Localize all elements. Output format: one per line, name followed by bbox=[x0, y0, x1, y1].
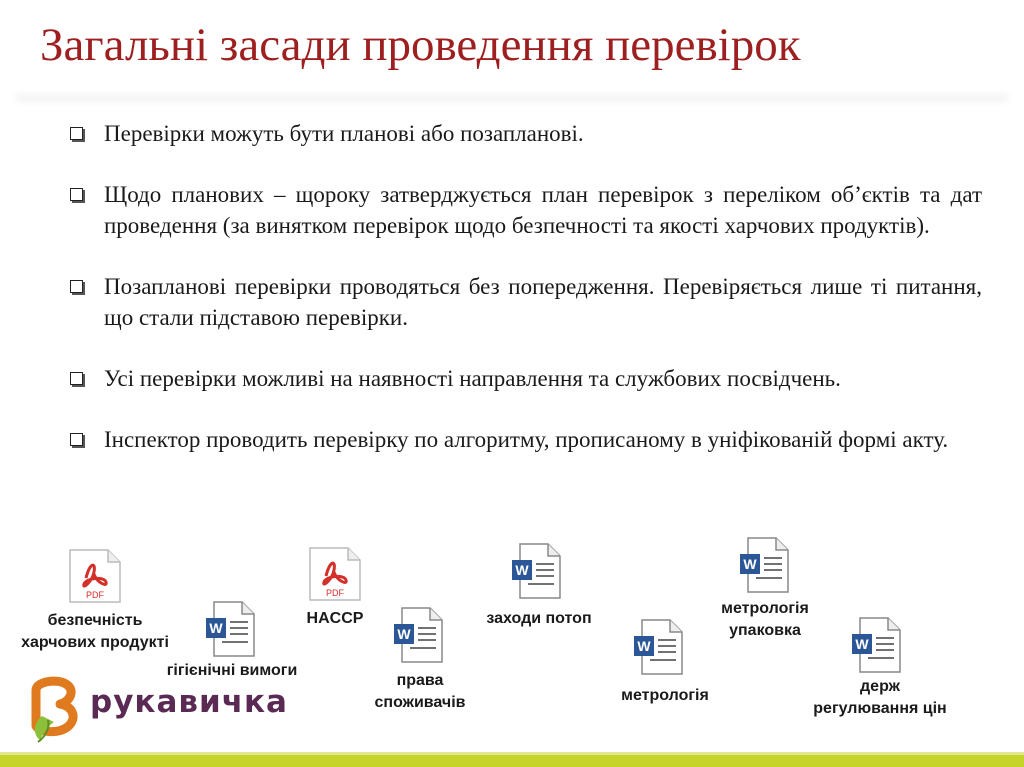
file-label-food-safety[interactable]: безпечність харчових продукті bbox=[21, 612, 169, 651]
file-label-consumer-rights[interactable]: права споживачів bbox=[374, 672, 466, 711]
word-file-icon[interactable] bbox=[850, 616, 904, 679]
bullet-item bbox=[70, 271, 982, 333]
file-label-measures[interactable]: заходи потоп bbox=[486, 610, 592, 627]
word-file-icon[interactable] bbox=[510, 542, 564, 605]
checkbox-bullet-icon bbox=[70, 188, 83, 201]
pdf-file-icon[interactable] bbox=[304, 546, 366, 607]
word-file-icon[interactable] bbox=[392, 606, 446, 669]
svg-text:W: W bbox=[209, 620, 223, 636]
checkbox-bullet-icon bbox=[70, 280, 83, 293]
bullet-text: Інспектор проводить перевірку по алгоритму, прописаному в уніфікованій формі акту. bbox=[104, 427, 949, 452]
word-file-icon[interactable] bbox=[632, 618, 686, 681]
bullet-item bbox=[70, 179, 982, 241]
bullet-text: Позапланові перевірки проводяться без попередження. Перевіряється лише ті питання, що стали підставою перевірки. bbox=[104, 274, 982, 330]
bullet-item bbox=[70, 363, 982, 394]
bullet-item bbox=[70, 118, 982, 149]
svg-text:W: W bbox=[515, 562, 529, 578]
svg-text:W: W bbox=[855, 636, 869, 652]
leaf-b-logo-icon bbox=[26, 676, 88, 746]
svg-text:W: W bbox=[397, 626, 411, 642]
checkbox-bullet-icon bbox=[70, 127, 83, 140]
footer-band bbox=[0, 755, 1024, 767]
brand-logo bbox=[26, 676, 286, 746]
svg-text:PDF: PDF bbox=[326, 588, 344, 598]
bullet-text: Усі перевірки можливі на наявності направлення та службових посвідчень. bbox=[104, 366, 841, 391]
checkbox-bullet-icon bbox=[70, 372, 83, 385]
logo-text: рукавичка bbox=[90, 684, 288, 720]
file-label-haccp[interactable]: HACCP bbox=[306, 610, 364, 627]
file-label-metrology-packaging[interactable]: метрологія упаковка bbox=[721, 600, 809, 639]
bullet-text: Перевірки можуть бути планові або позапланові. bbox=[104, 121, 584, 146]
bullet-list bbox=[70, 118, 982, 485]
checkbox-bullet-icon bbox=[70, 433, 83, 446]
svg-text:W: W bbox=[637, 638, 651, 654]
bullet-item bbox=[70, 424, 982, 455]
page-title: Загальні засади проведення перевірок bbox=[40, 19, 801, 71]
bullet-text: Щодо планових – щороку затверджується план перевірок з переліком об’єктів та дат проведення (за винятком перевірок щодо безпечності та якості харчових продуктів). bbox=[104, 182, 982, 238]
svg-text:W: W bbox=[743, 556, 757, 572]
word-file-icon[interactable] bbox=[738, 536, 792, 599]
file-label-hygiene[interactable]: гігієнічні вимоги bbox=[166, 662, 298, 679]
svg-text:PDF: PDF bbox=[86, 590, 104, 600]
file-label-metrology[interactable]: метрологія bbox=[621, 687, 709, 704]
file-label-price-regulation[interactable]: держ регулювання цін bbox=[813, 678, 947, 717]
word-file-icon[interactable] bbox=[204, 600, 258, 663]
pdf-file-icon[interactable] bbox=[64, 548, 126, 609]
